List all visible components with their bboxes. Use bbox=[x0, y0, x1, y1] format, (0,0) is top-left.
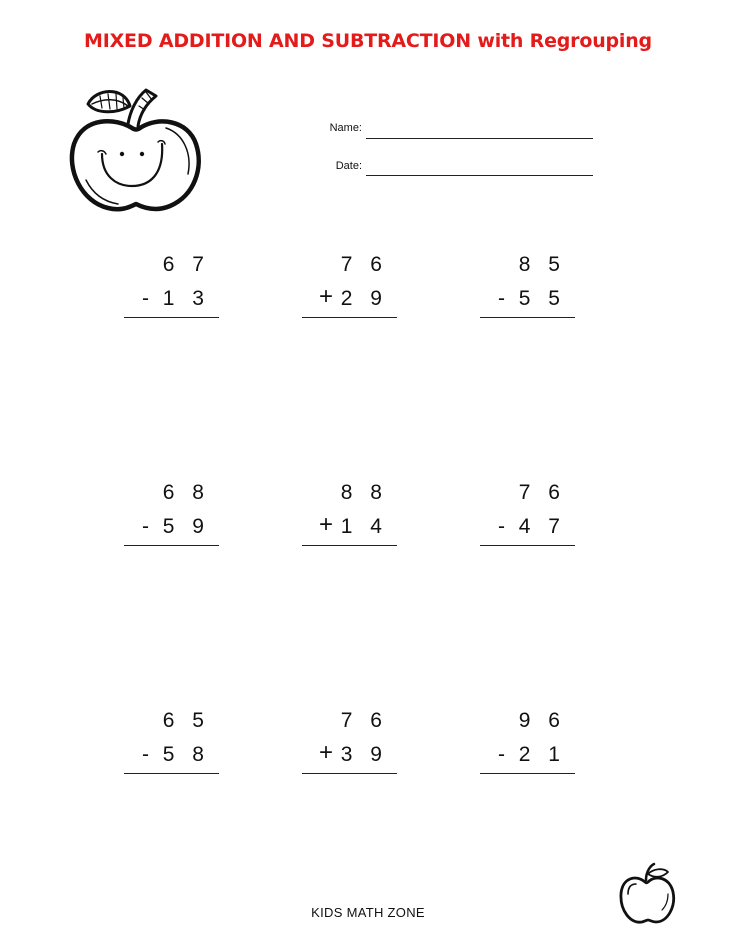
problem-3 bbox=[480, 253, 580, 333]
plus-sign: + bbox=[319, 739, 334, 766]
problem-bottom-number: 2 1 bbox=[518, 743, 566, 766]
problem-4 bbox=[124, 481, 224, 561]
problem-bottom-number: 1 4 bbox=[340, 515, 388, 538]
problem-bottom-number: 3 9 bbox=[340, 743, 388, 766]
problem-top-number: 8 8 bbox=[340, 481, 388, 504]
minus-sign: - bbox=[498, 287, 505, 310]
name-field[interactable] bbox=[290, 122, 362, 138]
answer-line bbox=[124, 317, 219, 318]
date-line bbox=[366, 175, 593, 176]
answer-line bbox=[302, 545, 397, 546]
problem-top-number: 7 6 bbox=[340, 709, 388, 732]
problem-8 bbox=[302, 709, 402, 789]
name-label: Name: bbox=[329, 122, 362, 134]
problem-bottom-number: 2 9 bbox=[340, 287, 388, 310]
problem-7 bbox=[124, 709, 224, 789]
problem-top-number: 9 6 bbox=[518, 709, 566, 732]
problem-top-number: 8 5 bbox=[518, 253, 566, 276]
date-field[interactable] bbox=[290, 160, 362, 176]
problem-6 bbox=[480, 481, 580, 561]
answer-line bbox=[302, 317, 397, 318]
minus-sign: - bbox=[142, 515, 149, 538]
problem-bottom-number: 4 7 bbox=[518, 515, 566, 538]
name-line bbox=[366, 138, 593, 139]
problem-top-number: 7 6 bbox=[340, 253, 388, 276]
answer-line bbox=[480, 545, 575, 546]
problem-2 bbox=[302, 253, 402, 333]
problem-top-number: 7 6 bbox=[518, 481, 566, 504]
answer-line bbox=[302, 773, 397, 774]
answer-line bbox=[480, 773, 575, 774]
answer-line bbox=[480, 317, 575, 318]
date-label: Date: bbox=[335, 160, 362, 172]
problem-1 bbox=[124, 253, 224, 333]
problem-5 bbox=[302, 481, 402, 561]
problem-bottom-number: 1 3 bbox=[162, 287, 210, 310]
problem-bottom-number: 5 9 bbox=[162, 515, 210, 538]
problem-bottom-number: 5 8 bbox=[162, 743, 210, 766]
minus-sign: - bbox=[498, 743, 505, 766]
footer-brand: KIDS MATH ZONE bbox=[311, 905, 425, 920]
minus-sign: - bbox=[142, 743, 149, 766]
answer-line bbox=[124, 545, 219, 546]
plus-sign: + bbox=[319, 283, 334, 310]
minus-sign: - bbox=[498, 515, 505, 538]
problem-top-number: 6 5 bbox=[162, 709, 210, 732]
plus-sign: + bbox=[319, 511, 334, 538]
problem-top-number: 6 8 bbox=[162, 481, 210, 504]
problem-9 bbox=[480, 709, 580, 789]
small-apple-icon bbox=[618, 862, 676, 926]
problem-top-number: 6 7 bbox=[162, 253, 210, 276]
answer-line bbox=[124, 773, 219, 774]
apple-illustration bbox=[66, 84, 206, 216]
worksheet-title: MIXED ADDITION AND SUBTRACTION with Regrouping bbox=[84, 30, 652, 52]
minus-sign: - bbox=[142, 287, 149, 310]
problem-bottom-number: 5 5 bbox=[518, 287, 566, 310]
